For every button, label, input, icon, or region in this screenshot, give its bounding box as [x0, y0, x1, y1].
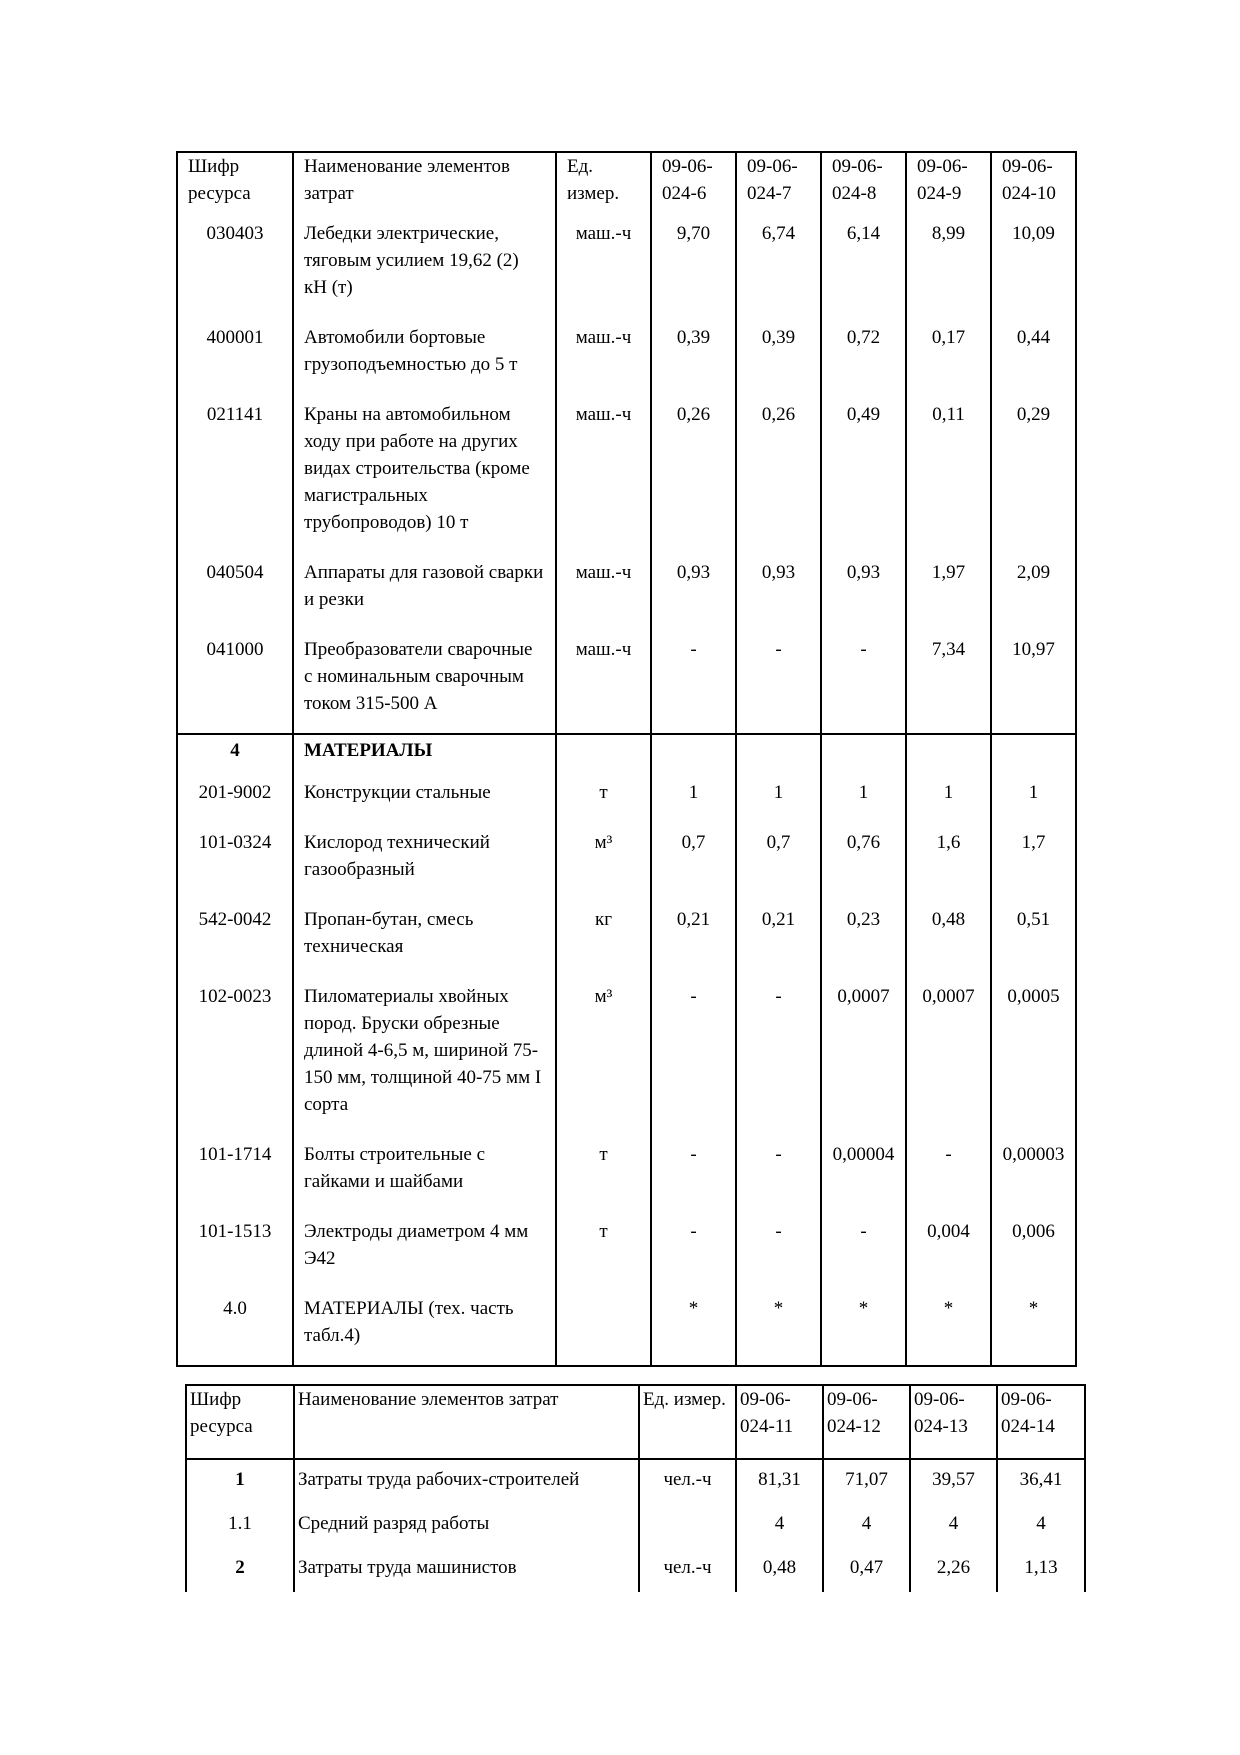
header-norm-code: 09-06-024-10: [991, 152, 1076, 213]
norm-value-cell: *: [906, 1288, 991, 1366]
table-row: [177, 822, 1076, 899]
unit-cell: т: [556, 1211, 651, 1288]
norm-value-cell: 0,17: [906, 317, 991, 394]
table-row: [177, 317, 1076, 394]
cost-element-name-cell: Пропан-бутан, смесь техническая: [293, 899, 556, 976]
resource-code-cell: 542-0042: [177, 899, 293, 976]
unit-cell: кг: [556, 899, 651, 976]
norm-value-cell: 1,13: [997, 1548, 1085, 1592]
norm-value-cell: 1: [991, 772, 1076, 822]
machinery-rows: [177, 213, 1076, 734]
norm-value-cell: 4: [736, 1504, 823, 1548]
norm-value-cell: -: [651, 1211, 736, 1288]
norm-value-cell: -: [736, 976, 821, 1134]
header-cost-element-name: Наименование элементов затрат: [293, 152, 556, 213]
header-norm-code: 09-06-024-6: [651, 152, 736, 213]
resource-code-cell: 201-9002: [177, 772, 293, 822]
unit-cell: [639, 1504, 736, 1548]
resource-code-cell: 101-1714: [177, 1134, 293, 1211]
norm-value-cell: 0,93: [651, 552, 736, 629]
header-unit: Ед. измер.: [639, 1385, 736, 1459]
unit-cell: маш.-ч: [556, 394, 651, 552]
cost-element-name-cell: Кислород технический газообразный: [293, 822, 556, 899]
table-row: [177, 899, 1076, 976]
norm-value-cell: 7,34: [906, 629, 991, 734]
empty-cell: [651, 734, 736, 772]
norm-value-cell: 0,00004: [821, 1134, 906, 1211]
empty-cell: [736, 734, 821, 772]
norm-value-cell: 6,74: [736, 213, 821, 317]
unit-cell: маш.-ч: [556, 317, 651, 394]
header-norm-code: 09-06-024-7: [736, 152, 821, 213]
norm-value-cell: 0,39: [736, 317, 821, 394]
norm-value-cell: 1: [651, 772, 736, 822]
section-title: МАТЕРИАЛЫ: [293, 734, 556, 772]
table-row: [186, 1459, 1085, 1504]
resource-code-cell: 1.1: [186, 1504, 294, 1548]
norm-value-cell: -: [906, 1134, 991, 1211]
resource-code-cell: 1: [186, 1459, 294, 1504]
norm-value-cell: 0,26: [736, 394, 821, 552]
table-header-row: [177, 152, 1076, 213]
table-row: [177, 394, 1076, 552]
norm-value-cell: 39,57: [910, 1459, 997, 1504]
cost-element-name-cell: Краны на автомобильном ходу при работе на других видах строительства (кроме магистральных трубопроводов) 10 т: [293, 394, 556, 552]
norm-value-cell: 0,0007: [821, 976, 906, 1134]
unit-cell: чел.-ч: [639, 1459, 736, 1504]
cost-element-name-cell: Преобразователи сварочные с номинальным сварочным током 315-500 А: [293, 629, 556, 734]
norm-value-cell: 6,14: [821, 213, 906, 317]
cost-element-name-cell: Конструкции стальные: [293, 772, 556, 822]
norm-value-cell: 0,006: [991, 1211, 1076, 1288]
norm-value-cell: 2,26: [910, 1548, 997, 1592]
unit-cell: т: [556, 1134, 651, 1211]
norm-value-cell: 0,21: [736, 899, 821, 976]
norm-value-cell: 10,97: [991, 629, 1076, 734]
norm-value-cell: 0,48: [736, 1548, 823, 1592]
header-norm-code: 09-06-024-13: [910, 1385, 997, 1459]
norm-value-cell: 0,51: [991, 899, 1076, 976]
unit-cell: [556, 1288, 651, 1366]
norm-value-cell: 4: [823, 1504, 910, 1548]
cost-element-name-cell: МАТЕРИАЛЫ (тех. часть табл.4): [293, 1288, 556, 1366]
norm-value-cell: 4: [910, 1504, 997, 1548]
header-resource-code: Шифр ресурса: [186, 1385, 294, 1459]
norm-value-cell: 2,09: [991, 552, 1076, 629]
table-row: [177, 213, 1076, 317]
norm-value-cell: 0,49: [821, 394, 906, 552]
table-header-row: [186, 1385, 1085, 1459]
unit-cell: чел.-ч: [639, 1548, 736, 1592]
norm-value-cell: 0,29: [991, 394, 1076, 552]
norm-value-cell: *: [821, 1288, 906, 1366]
cost-element-name-cell: Затраты труда рабочих-строителей: [294, 1459, 639, 1504]
cost-element-name-cell: Электроды диаметром 4 мм Э42: [293, 1211, 556, 1288]
header-norm-code: 09-06-024-11: [736, 1385, 823, 1459]
header-norm-code: 09-06-024-12: [823, 1385, 910, 1459]
section-row: [177, 734, 1076, 772]
unit-cell: т: [556, 772, 651, 822]
labor-rows: [186, 1459, 1085, 1592]
cost-element-name-cell: Пиломатериалы хвойных пород. Бруски обрезные длиной 4-6,5 м, шириной 75-150 мм, толщиной 40-75 мм I сорта: [293, 976, 556, 1134]
norm-value-cell: 0,26: [651, 394, 736, 552]
header-norm-code: 09-06-024-9: [906, 152, 991, 213]
resource-table-1: [176, 151, 1077, 1367]
header-cost-element-name: Наименование элементов затрат: [294, 1385, 639, 1459]
cost-element-name-cell: Автомобили бортовые грузоподъемностью до 5 т: [293, 317, 556, 394]
table-row: [177, 629, 1076, 734]
resource-code-cell: 102-0023: [177, 976, 293, 1134]
norm-value-cell: 0,7: [736, 822, 821, 899]
norm-value-cell: 0,23: [821, 899, 906, 976]
norm-value-cell: *: [651, 1288, 736, 1366]
norm-value-cell: 1: [736, 772, 821, 822]
unit-cell: м³: [556, 822, 651, 899]
norm-value-cell: -: [736, 629, 821, 734]
material-rows: [177, 772, 1076, 1366]
norm-value-cell: 1,7: [991, 822, 1076, 899]
table-row: [177, 1211, 1076, 1288]
norm-value-cell: 10,09: [991, 213, 1076, 317]
resource-code-cell: 040504: [177, 552, 293, 629]
resource-code-cell: 030403: [177, 213, 293, 317]
norm-value-cell: -: [821, 1211, 906, 1288]
header-unit: Ед. измер.: [556, 152, 651, 213]
norm-value-cell: -: [651, 629, 736, 734]
norm-value-cell: 0,76: [821, 822, 906, 899]
norm-value-cell: *: [736, 1288, 821, 1366]
empty-cell: [906, 734, 991, 772]
norm-value-cell: 81,31: [736, 1459, 823, 1504]
norm-value-cell: 1,6: [906, 822, 991, 899]
table-row: [177, 772, 1076, 822]
section-code: 4: [177, 734, 293, 772]
norm-value-cell: 8,99: [906, 213, 991, 317]
norm-value-cell: 71,07: [823, 1459, 910, 1504]
header-norm-code: 09-06-024-8: [821, 152, 906, 213]
norm-value-cell: 1,97: [906, 552, 991, 629]
norm-value-cell: 0,11: [906, 394, 991, 552]
norm-value-cell: 0,0005: [991, 976, 1076, 1134]
norm-value-cell: 0,7: [651, 822, 736, 899]
table-row: [177, 1288, 1076, 1366]
table-row: [177, 1134, 1076, 1211]
norm-value-cell: -: [736, 1211, 821, 1288]
cost-element-name-cell: Затраты труда машинистов: [294, 1548, 639, 1592]
norm-value-cell: 0,47: [823, 1548, 910, 1592]
cost-element-name-cell: Аппараты для газовой сварки и резки: [293, 552, 556, 629]
norm-value-cell: -: [736, 1134, 821, 1211]
unit-cell: маш.-ч: [556, 629, 651, 734]
norm-value-cell: 0,44: [991, 317, 1076, 394]
norm-value-cell: 36,41: [997, 1459, 1085, 1504]
norm-value-cell: 1: [906, 772, 991, 822]
cost-element-name-cell: Болты строительные с гайками и шайбами: [293, 1134, 556, 1211]
norm-value-cell: 4: [997, 1504, 1085, 1548]
table-row: [177, 552, 1076, 629]
norm-value-cell: -: [821, 629, 906, 734]
norm-value-cell: 0,0007: [906, 976, 991, 1134]
cost-element-name-cell: Лебедки электрические, тяговым усилием 19,62 (2) кН (т): [293, 213, 556, 317]
norm-value-cell: 0,48: [906, 899, 991, 976]
unit-cell: м³: [556, 976, 651, 1134]
norm-value-cell: -: [651, 976, 736, 1134]
table-row: [186, 1504, 1085, 1548]
norm-value-cell: 1: [821, 772, 906, 822]
header-resource-code: Шифр ресурса: [177, 152, 293, 213]
empty-cell: [556, 734, 651, 772]
norm-value-cell: 0,39: [651, 317, 736, 394]
resource-code-cell: 101-1513: [177, 1211, 293, 1288]
resource-code-cell: 2: [186, 1548, 294, 1592]
norm-value-cell: -: [651, 1134, 736, 1211]
norm-value-cell: *: [991, 1288, 1076, 1366]
cost-element-name-cell: Средний разряд работы: [294, 1504, 639, 1548]
resource-table-2: [185, 1384, 1086, 1592]
unit-cell: маш.-ч: [556, 552, 651, 629]
resource-code-cell: 4.0: [177, 1288, 293, 1366]
norm-value-cell: 0,93: [821, 552, 906, 629]
norm-value-cell: 0,72: [821, 317, 906, 394]
norm-value-cell: 9,70: [651, 213, 736, 317]
empty-cell: [821, 734, 906, 772]
norm-value-cell: 0,00003: [991, 1134, 1076, 1211]
resource-code-cell: 101-0324: [177, 822, 293, 899]
unit-cell: маш.-ч: [556, 213, 651, 317]
materials-section: [177, 734, 1076, 772]
norm-value-cell: 0,21: [651, 899, 736, 976]
header-norm-code: 09-06-024-14: [997, 1385, 1085, 1459]
resource-code-cell: 041000: [177, 629, 293, 734]
norm-value-cell: 0,93: [736, 552, 821, 629]
table-row: [177, 976, 1076, 1134]
resource-code-cell: 400001: [177, 317, 293, 394]
norm-value-cell: 0,004: [906, 1211, 991, 1288]
table-row: [186, 1548, 1085, 1592]
resource-code-cell: 021141: [177, 394, 293, 552]
empty-cell: [991, 734, 1076, 772]
